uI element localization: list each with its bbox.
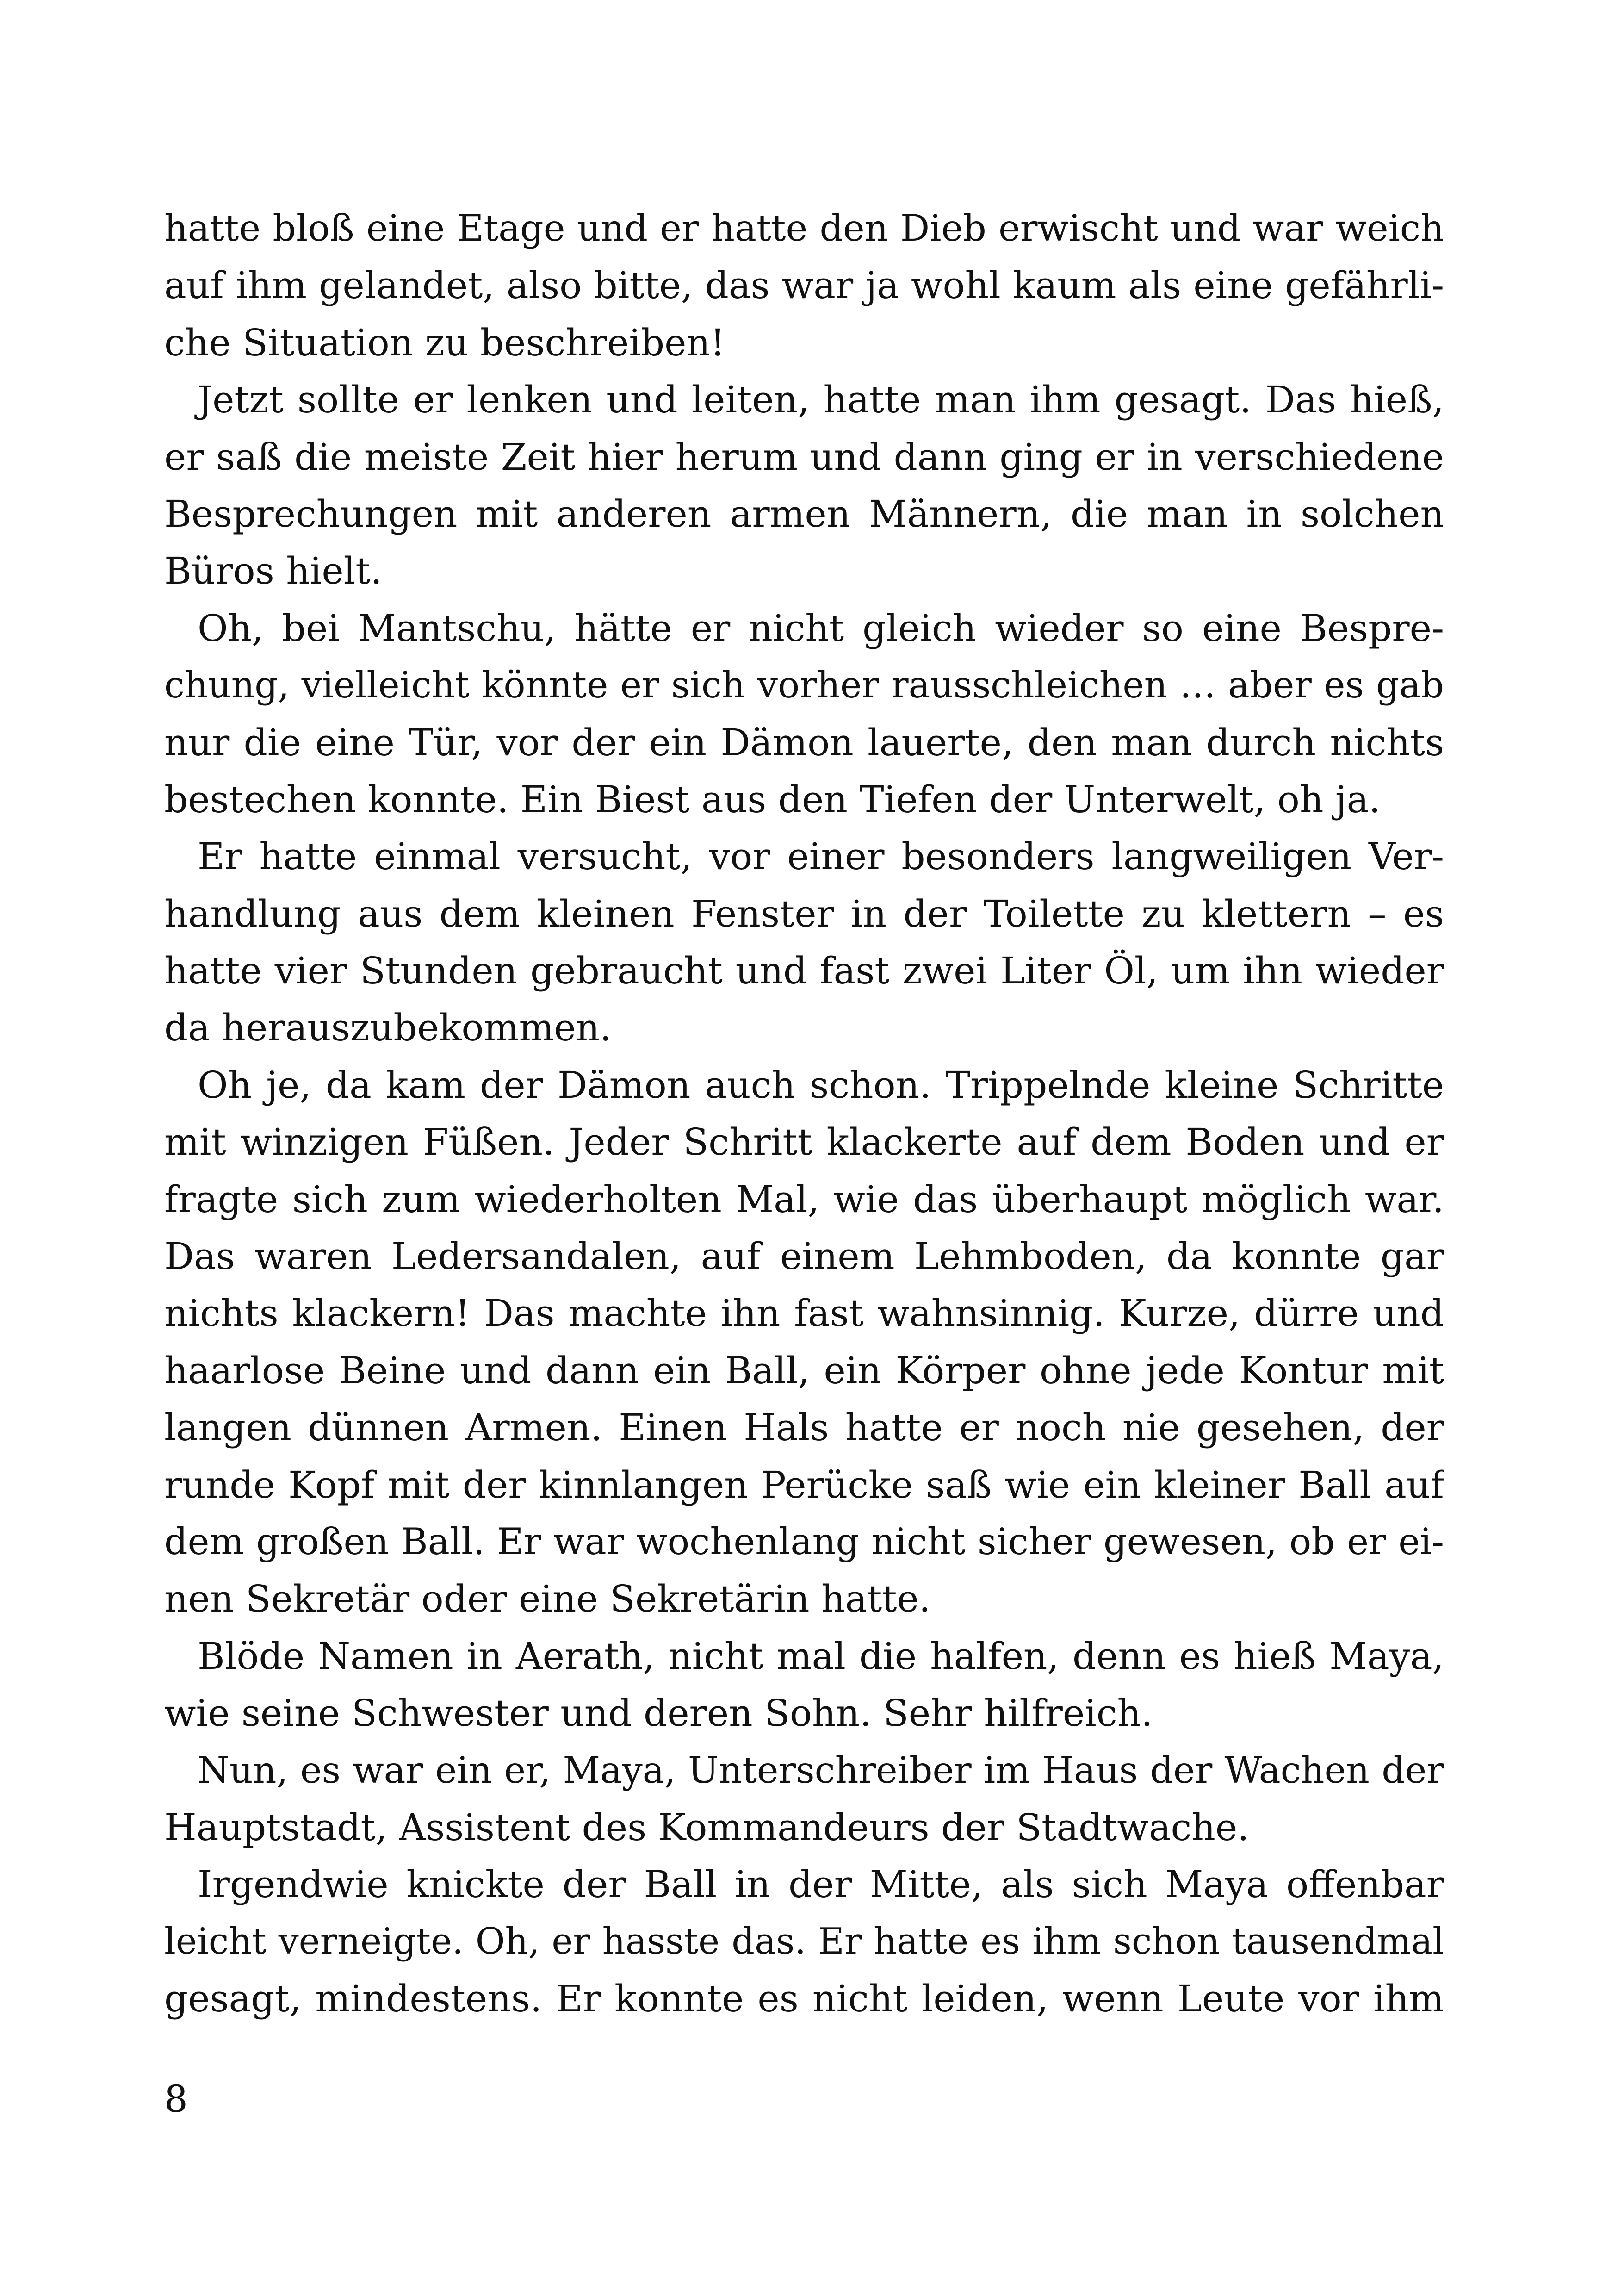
text-line: Jetzt sollte er lenken und leiten, hatte man ihm gesagt. Das hieß,: [198, 378, 1444, 422]
text-line: hatte bloß eine Etage und er hatte den Dieb erwischt und war weich: [164, 207, 1444, 249]
text-line: bestechen konnte. Ein Biest aus den Tiefen der Unterwelt, oh ja.: [164, 778, 1381, 821]
text-line: Nun, es war ein er, Maya, Unterschreiber im Haus der Wachen der: [198, 1748, 1444, 1792]
text-line: wie seine Schwester und deren Sohn. Sehr hilfreich.: [164, 1692, 1153, 1735]
text-line: er saß die meiste Zeit hier herum und dann ging er in verschiedene: [164, 435, 1444, 479]
text-line: Besprechungen mit anderen armen Männern, die man in solchen: [164, 492, 1444, 535]
text-line: Blöde Namen in Aerath, nicht mal die halfen, denn es hieß Maya,: [198, 1634, 1444, 1678]
text-line: Oh je, da kam der Dämon auch schon. Trippelnde kleine Schritte: [198, 1063, 1444, 1107]
text-line: dem großen Ball. Er war wochenlang nicht sicher gewesen, ob er ei-: [164, 1520, 1444, 1563]
text-line: leicht verneigte. Oh, er hasste das. Er hatte es ihm schon tausendmal: [164, 1920, 1444, 1962]
text-line: mit winzigen Füßen. Jeder Schritt klackerte auf dem Boden und er: [164, 1120, 1444, 1164]
text-line: che Situation zu beschreiben!: [164, 321, 725, 364]
body-text: [164, 200, 1444, 2028]
text-line: hatte vier Stunden gebraucht und fast zwei Liter Öl, um ihn wieder: [164, 949, 1444, 993]
text-line: Büros hielt.: [164, 549, 382, 593]
text-line: nichts klackern! Das machte ihn fast wahnsinnig. Kurze, dürre und: [164, 1292, 1444, 1335]
text-line: handlung aus dem kleinen Fenster in der Toilette zu klettern – es: [164, 892, 1444, 935]
text-line: langen dünnen Armen. Einen Hals hatte er noch nie gesehen, der: [164, 1406, 1444, 1450]
text-line: fragte sich zum wiederholten Mal, wie das überhaupt möglich war.: [164, 1177, 1444, 1221]
text-line: Er hatte einmal versucht, vor einer besonders langweiligen Ver-: [198, 835, 1444, 878]
text-line: chung, vielleicht könnte er sich vorher rausschleichen … aber es gab: [164, 664, 1444, 707]
page-number: 8: [164, 2078, 188, 2121]
text-line: da herauszubekommen.: [164, 1006, 612, 1050]
text-line: haarlose Beine und dann ein Ball, ein Körper ohne jede Kontur mit: [164, 1349, 1444, 1392]
text-line: Hauptstadt, Assistent des Kommandeurs der Stadtwache.: [164, 1805, 1249, 1849]
text-line: nen Sekretär oder eine Sekretärin hatte.: [164, 1577, 931, 1621]
text-line: Irgendwie knickte der Ball in der Mitte, als sich Maya offenbar: [198, 1863, 1444, 1906]
text-line: gesagt, mindestens. Er konnte es nicht leiden, wenn Leute vor ihm: [164, 1977, 1444, 2021]
text-line: nur die eine Tür, vor der ein Dämon lauerte, den man durch nichts: [164, 721, 1444, 764]
text-line: runde Kopf mit der kinnlangen Perücke saß wie ein kleiner Ball auf: [164, 1463, 1444, 1506]
text-line: auf ihm gelandet, also bitte, das war ja wohl kaum als eine gefährli-: [164, 264, 1444, 307]
text-line: Oh, bei Mantschu, hätte er nicht gleich wieder so eine Bespre-: [198, 606, 1444, 650]
text-line: Das waren Ledersandalen, auf einem Lehmboden, da konnte gar: [164, 1235, 1444, 1278]
